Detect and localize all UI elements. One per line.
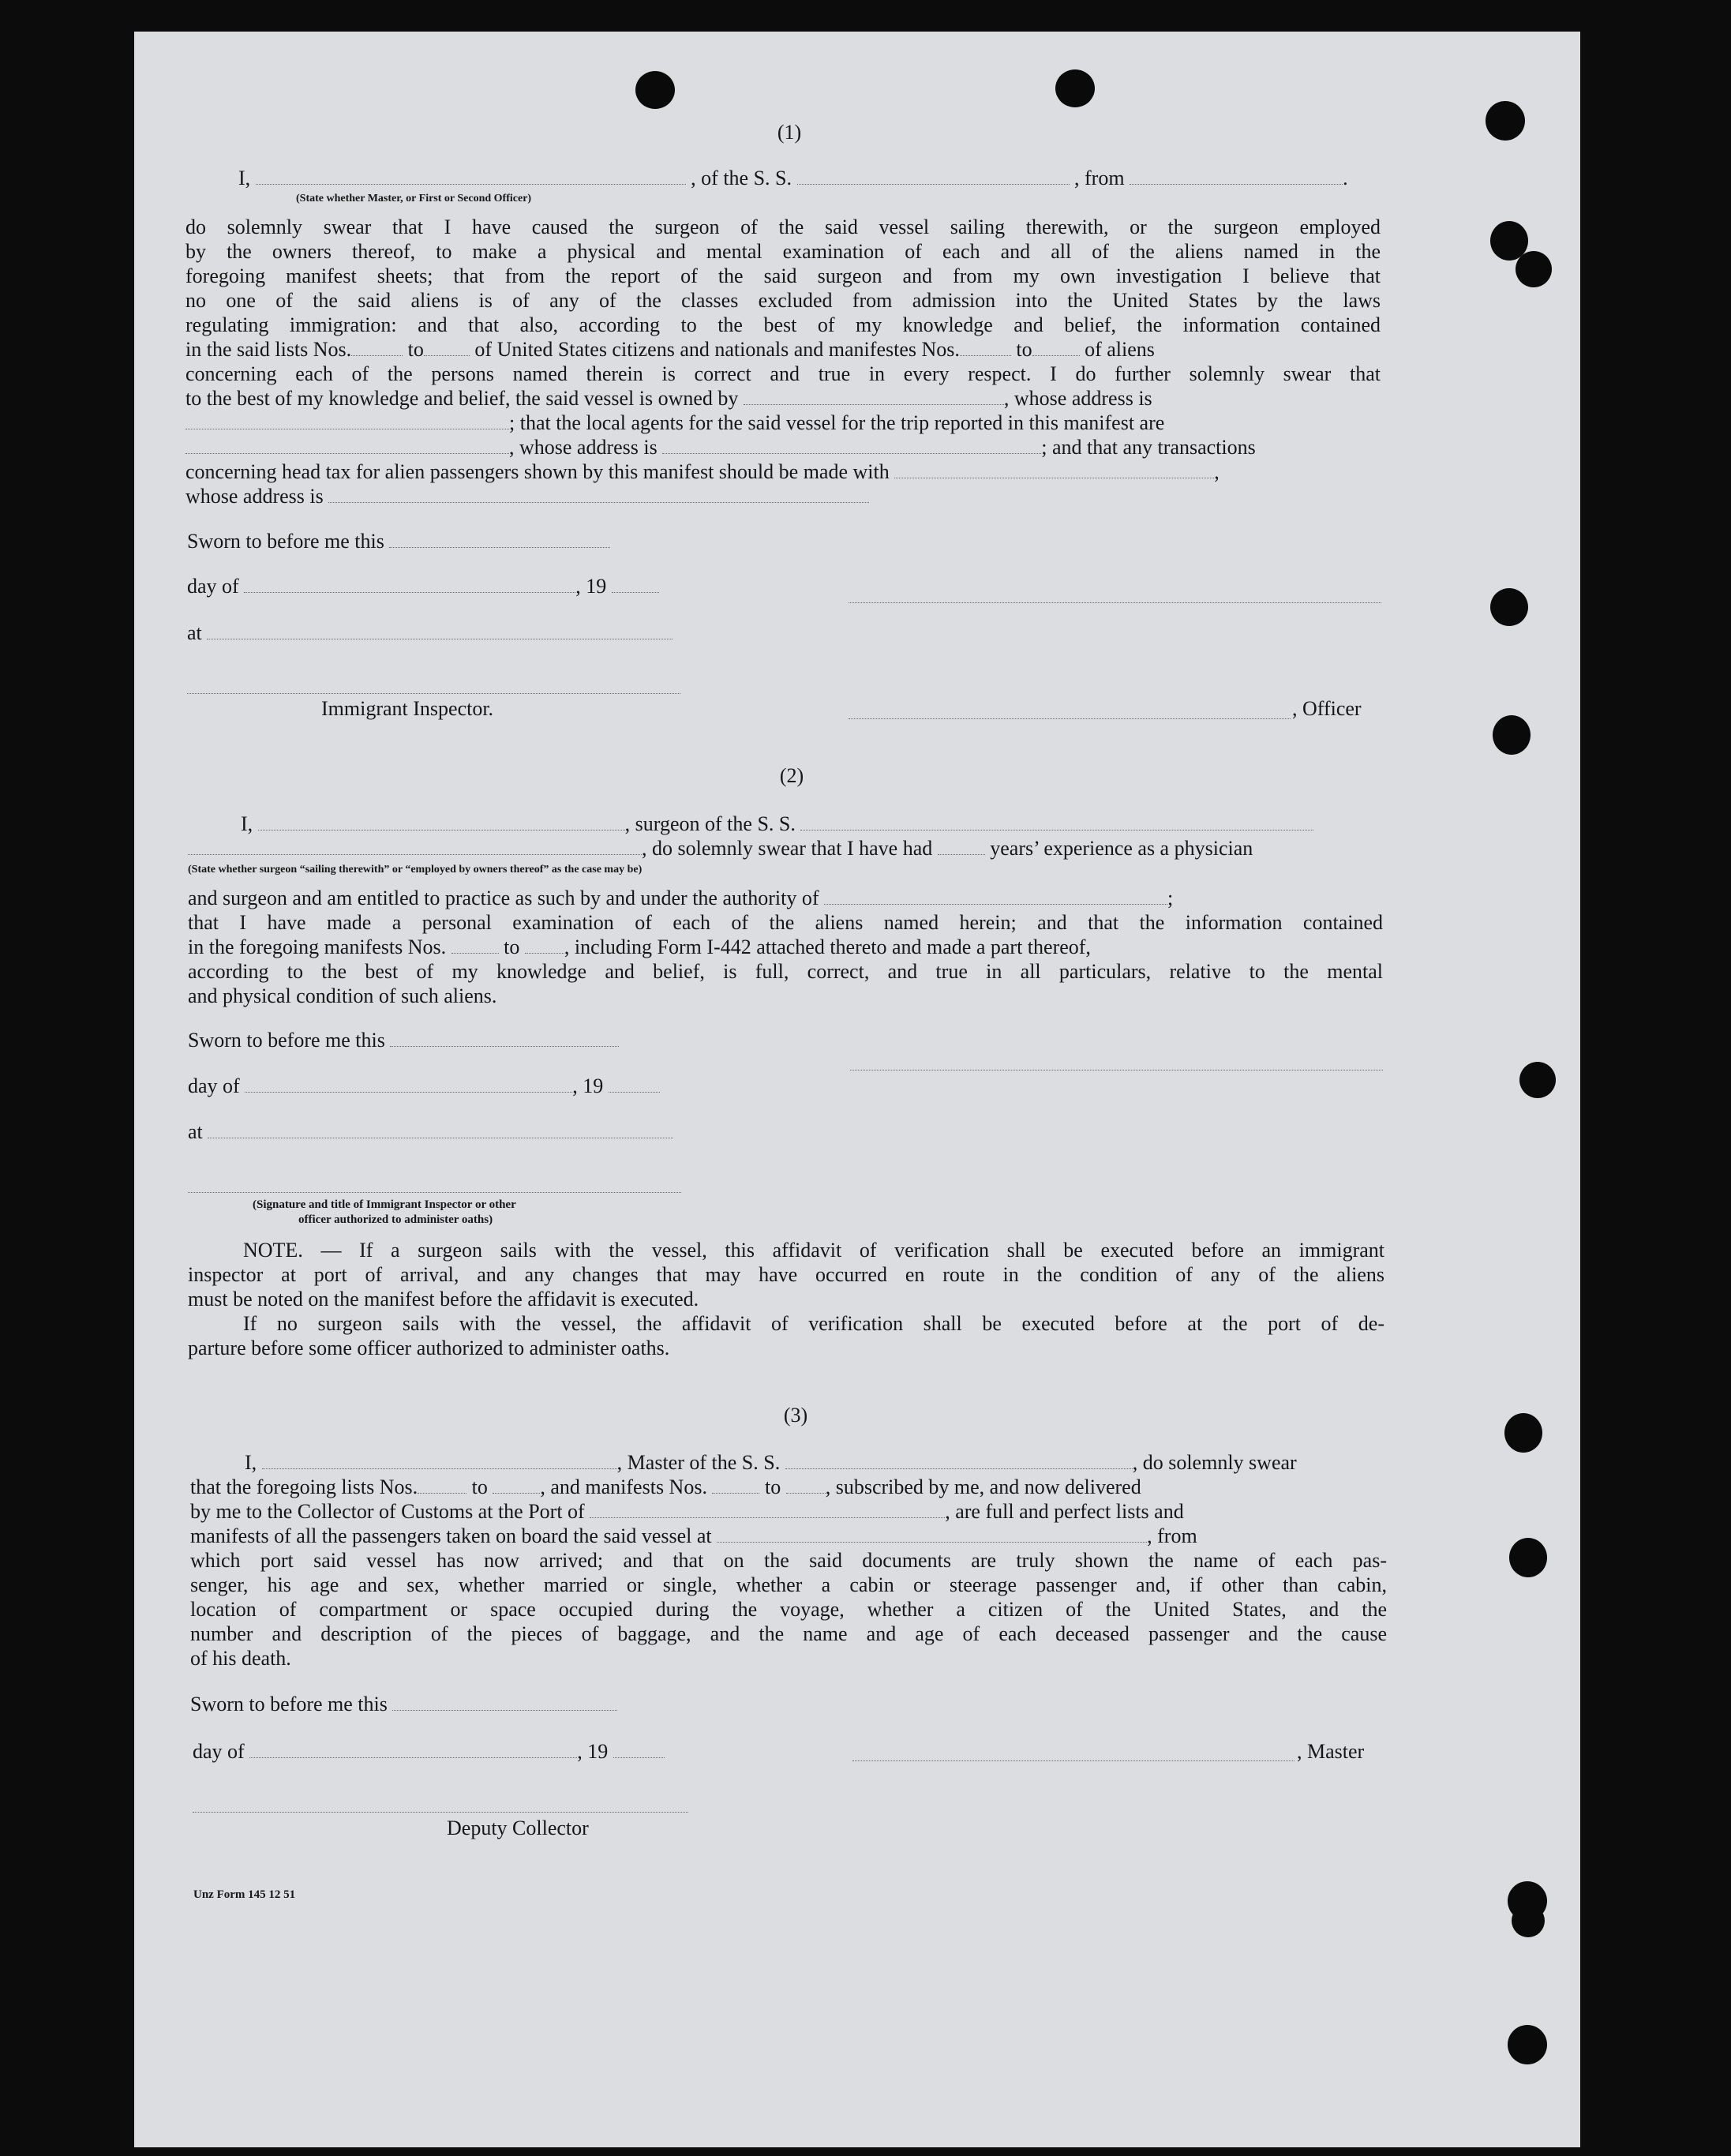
paragraph-line: that I have made a personal examination of each of the aliens named herein; and that the information contained <box>188 911 1383 934</box>
sworn-label: Sworn to before me this <box>190 1692 617 1716</box>
paragraph-line: to the best of my knowledge and belief, the said vessel is owned by , whose address is <box>185 387 1152 410</box>
deputy-collector-title: Deputy Collector <box>447 1817 589 1839</box>
note-line: parture before some officer authorized to administer oaths. <box>188 1337 670 1359</box>
inspector-signature-line[interactable] <box>187 693 680 694</box>
officer-signature-line[interactable] <box>849 602 1381 603</box>
master-signature-line[interactable] <box>852 1760 1295 1761</box>
master-oath-intro: I, , of the S. S. , from . <box>238 167 1348 189</box>
place-field[interactable] <box>207 623 673 639</box>
paragraph-line: do solemnly swear that I have caused the surgeon of the said vessel sailing therewith, or the surgeon employed <box>185 216 1381 238</box>
vessel-name-field[interactable] <box>797 168 1070 185</box>
surgeon-status-field[interactable] <box>188 838 642 855</box>
paragraph-line: ; that the local agents for the said vessel for the trip reported in this manifest are <box>185 411 1164 435</box>
sworn-label: Sworn to before me this <box>188 1028 619 1052</box>
paragraph-line: by the owners thereof, to make a physical and mental examination of each and all of the aliens named in the <box>185 240 1381 263</box>
manifest-no-from-field[interactable] <box>712 1477 759 1494</box>
year-field[interactable] <box>609 1076 660 1093</box>
vessel-name-field[interactable] <box>785 1453 1133 1469</box>
note-line: inspector at port of arrival, and any changes that may have occurred en route in the condition of any of the aliens <box>188 1263 1384 1286</box>
list-no-from-field[interactable] <box>418 1477 466 1494</box>
month-field[interactable] <box>244 576 575 593</box>
date-line: day of , 19 <box>188 1074 660 1098</box>
licensing-authority-field[interactable] <box>824 888 1167 905</box>
paragraph-line: manifests of all the passengers taken on board the said vessel at , from <box>190 1524 1197 1547</box>
date-line: day of , 19 <box>187 574 659 598</box>
paragraph-line: that the foregoing lists Nos. to , and manifests Nos. to , subscribed by me, and now delivered <box>190 1475 1141 1498</box>
officer-name-line[interactable] <box>849 718 1291 719</box>
note-line: NOTE. — If a surgeon sails with the vessel, this affidavit of verification shall be executed before an immigrant <box>243 1239 1384 1262</box>
list-no-to-field[interactable] <box>493 1477 540 1494</box>
manifest-no-from-field[interactable] <box>451 937 499 954</box>
sworn-day-field[interactable] <box>390 1030 619 1047</box>
paragraph-line: by me to the Collector of Customs at the Port of , are full and perfect lists and <box>190 1500 1184 1523</box>
officer-title: , Officer <box>1292 697 1362 720</box>
paragraph-line: and physical condition of such aliens. <box>188 984 497 1007</box>
list-no-to-field[interactable] <box>424 339 470 356</box>
note-line: If no surgeon sails with the vessel, the affidavit of verification shall be executed before at the port of de- <box>243 1312 1384 1335</box>
inspector-title: Immigrant Inspector. <box>321 697 494 720</box>
month-field[interactable] <box>249 1742 577 1758</box>
paragraph-line: senger, his age and sex, whether married or single, whether a cabin or steerage passenger and, if other than cabin, <box>190 1573 1387 1596</box>
agents-address-field[interactable] <box>662 437 1041 454</box>
signature-instruction: (Signature and title of Immigrant Inspector or other <box>253 1198 516 1211</box>
field-instruction: (State whether Master, or First or Second Officer) <box>296 193 532 204</box>
surgeon-signature-line[interactable] <box>850 1070 1383 1071</box>
paragraph-line: which port said vessel has now arrived; and that on the said documents are truly shown the name of each pas- <box>190 1549 1387 1572</box>
paragraph-line: of his death. <box>190 1647 291 1670</box>
officer-name-field[interactable] <box>256 168 686 185</box>
place-field[interactable] <box>208 1122 673 1138</box>
manifest-no-from-field[interactable] <box>960 339 1011 356</box>
manifest-no-to-field[interactable] <box>786 1477 826 1494</box>
paragraph-line: number and description of the pieces of baggage, and the name and age of each deceased passenger and the cause <box>190 1622 1387 1645</box>
paragraph-line: , do solemnly swear that I have had years’ experience as a physician <box>188 836 1253 861</box>
master-name-field[interactable] <box>262 1453 617 1469</box>
from-port-field[interactable] <box>1130 168 1343 185</box>
paragraph-line: , whose address is ; and that any transactions <box>185 435 1256 459</box>
head-tax-address-field[interactable] <box>328 486 869 503</box>
head-tax-contact-field[interactable] <box>894 462 1214 478</box>
year-field[interactable] <box>612 576 659 593</box>
sworn-day-field[interactable] <box>392 1694 617 1711</box>
vessel-name-field[interactable] <box>800 814 1313 831</box>
month-field[interactable] <box>245 1076 572 1093</box>
paragraph-line: no one of the said aliens is of any of the classes excluded from admission into the United States by the laws <box>185 289 1381 312</box>
year-field[interactable] <box>613 1742 665 1758</box>
paragraph-line: regulating immigration: and that also, according to the best of my knowledge and belief, the information contained <box>185 313 1381 336</box>
paragraph-line: location of compartment or space occupied during the voyage, whether a citizen of the United States, and the <box>190 1598 1387 1621</box>
form-identifier: Unz Form 145 12 51 <box>193 1888 296 1901</box>
sworn-day-field[interactable] <box>389 531 610 548</box>
paragraph-line: in the foregoing manifests Nos. to , including Form I-442 attached thereto and made a part thereof, <box>188 936 1091 958</box>
manifest-no-to-field[interactable] <box>525 937 564 954</box>
paragraph-line: whose address is <box>185 484 869 508</box>
paragraph-line: in the said lists Nos. to of United States citizens and nationals and manifestes Nos. to of aliens <box>185 338 1155 361</box>
inspector-signature-line[interactable] <box>188 1192 681 1193</box>
vessel-owner-field[interactable] <box>744 388 1004 405</box>
date-line: day of , 19 <box>193 1739 665 1764</box>
collector-port-field[interactable] <box>590 1502 945 1518</box>
list-no-from-field[interactable] <box>351 339 403 356</box>
paragraph-line: foregoing manifest sheets; that from the report of the said surgeon and from my own investigation I believe that <box>185 264 1381 287</box>
paragraph-line: and surgeon and am entitled to practice as such by and under the authority of ; <box>188 887 1174 909</box>
deputy-signature-line[interactable] <box>193 1812 688 1813</box>
surgeon-oath-intro: I, , surgeon of the S. S. <box>241 812 1313 836</box>
section-number: (2) <box>779 764 804 787</box>
sworn-label: Sworn to before me this <box>187 529 610 553</box>
master-oath-intro: I, , Master of the S. S. , do solemnly swear <box>245 1451 1297 1474</box>
years-experience-field[interactable] <box>938 838 985 855</box>
section-number: (1) <box>777 121 802 144</box>
section-number: (3) <box>783 1404 808 1427</box>
master-title: , Master <box>1297 1740 1365 1763</box>
field-instruction: (State whether surgeon “sailing therewith” or “employed by owners thereof” as the case may be) <box>188 864 643 876</box>
place-line: at <box>187 621 673 645</box>
paragraph-line: concerning each of the persons named therein is correct and true in every respect. I do further solemnly swear that <box>185 362 1381 385</box>
surgeon-name-field[interactable] <box>258 814 625 831</box>
paragraph-line: according to the best of my knowledge and belief, is full, correct, and true in all particulars, relative to the mental <box>188 960 1383 983</box>
signature-instruction: officer authorized to administer oaths) <box>298 1213 493 1226</box>
owner-address-field[interactable] <box>185 413 509 429</box>
paragraph-line: concerning head tax for alien passengers shown by this manifest should be made with , <box>185 460 1220 483</box>
manifest-no-to-field[interactable] <box>1032 339 1080 356</box>
note-line: must be noted on the manifest before the affidavit is executed. <box>188 1288 699 1310</box>
boarding-port-field[interactable] <box>717 1526 1147 1543</box>
local-agents-field[interactable] <box>185 437 509 454</box>
place-line: at <box>188 1119 673 1144</box>
